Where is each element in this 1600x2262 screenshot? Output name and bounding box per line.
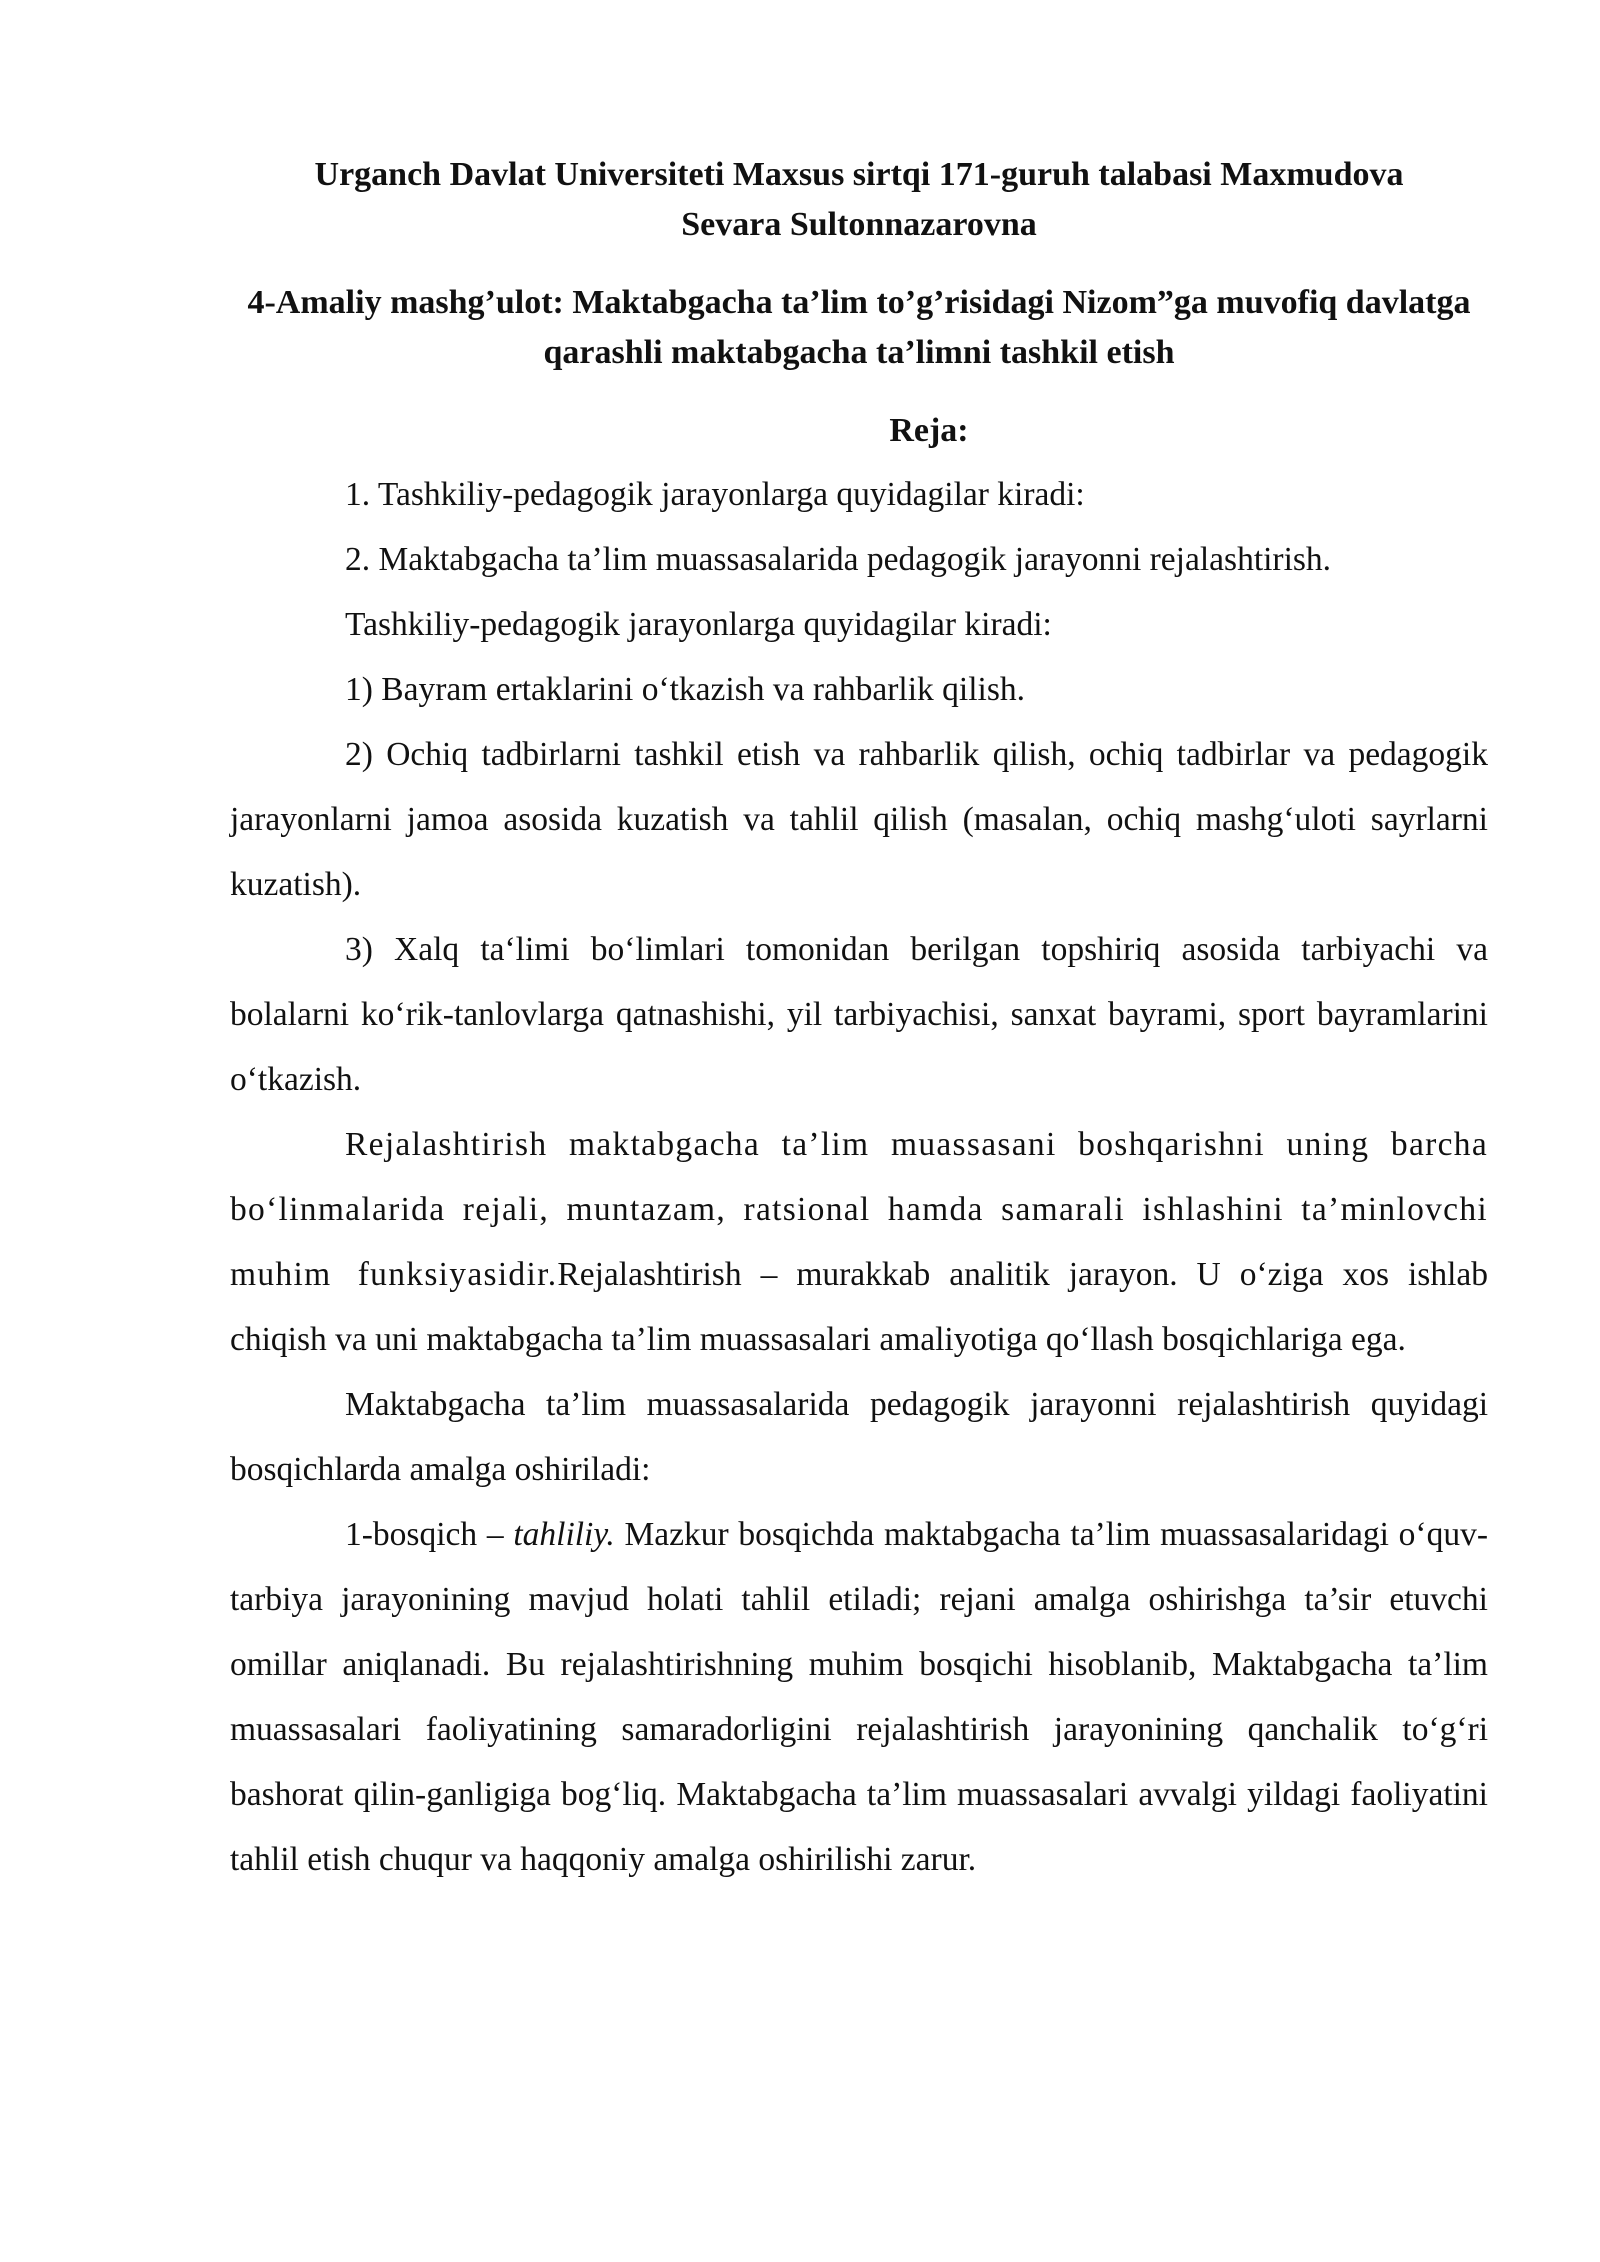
- planning-process: Rejalashtirish – murakkab analitik jarayon. U o‘ziga xos ishlab chiqish va uni maktabgacha ta’lim muassasalari amaliyotiga qo‘llash bosqichlariga ega.: [230, 1256, 1488, 1358]
- paragraph-stages: Maktabgacha ta’lim muassasalarida pedagogik jarayonni rejalashtirish quyidagi bosqichlarda amalga oshiriladi:: [230, 1386, 1488, 1488]
- paragraph-item-3: 3) Xalq ta‘limi bo‘limlari tomonidan berilgan topshiriq asosida tarbiyachi va bolalarni ko‘rik-tanlovlarga qatnashishi, yil tarbiyachisi, sanxat bayrami, sport bayramlarini o‘tkazish.: [230, 931, 1488, 1098]
- plan-item-1: 1. Tashkiliy-pedagogik jarayonlarga quyidagilar kiradi:: [345, 476, 1085, 513]
- document-subtitle: 4-Amaliy mashg’ulot: Maktabgacha ta’lim to’g’risidagi Nizom”ga muvofiq davlatga qarashli maktabgacha ta’limni tashkil etish: [247, 284, 1471, 371]
- paragraph-planning: [230, 1112, 1488, 1372]
- planning-definition: Rejalashtirish maktabgacha ta’lim muassasani boshqarishni uning barcha bo‘linmalarida rejali, muntazam, ratsional hamda samarali ishlashini ta’minlovchi muhim funksiyasidir.: [230, 1126, 1488, 1293]
- plan-title: Reja:: [889, 412, 969, 449]
- paragraph-intro: Tashkiliy-pedagogik jarayonlarga quyidagilar kiradi:: [345, 606, 1052, 643]
- stage-1-text: Mazkur bosqichda maktabgacha ta’lim muassasalaridagi o‘quv-tarbiya jarayonining mavjud holati tahlil etiladi; rejani amalga oshirishga ta’sir etuvchi omillar aniqlanadi. Bu rejalashtirishning muhim bosqichi hisoblanib, Maktabgacha ta’lim muassasalari faoliyatining samaradorligini rejalashtirish jarayonining qanchalik to‘g‘ri bashorat qilin-ganligiga bog‘liq. Maktabgacha ta’lim muassasalari avvalgi yildagi faoliyatini tahlil etish chuqur va haqqoniy amalga oshirilishi zarur.: [230, 1516, 1488, 1878]
- paragraph-stage-1: [230, 1502, 1488, 1892]
- document-title: Urganch Davlat Universiteti Maxsus sirtqi 171-guruh talabasi Maxmudova Sevara Sultonnazarovna: [314, 156, 1404, 243]
- stage-1-term: tahliliy.: [513, 1516, 615, 1553]
- stage-1-lead: 1-bosqich –: [345, 1516, 514, 1553]
- paragraph-item-1: 1) Bayram ertaklarini o‘tkazish va rahbarlik qilish.: [345, 671, 1026, 708]
- paragraph-item-2: 2) Ochiq tadbirlarni tashkil etish va rahbarlik qilish, ochiq tadbirlar va pedagogik jarayonlarni jamoa asosida kuzatish va tahlil qilish (masalan, ochiq mashg‘uloti sayrlarni kuzatish).: [230, 736, 1488, 903]
- document-content: [230, 150, 1488, 1892]
- plan-item-2: 2. Maktabgacha ta’lim muassasalarida pedagogik jarayonni rejalashtirish.: [345, 541, 1332, 578]
